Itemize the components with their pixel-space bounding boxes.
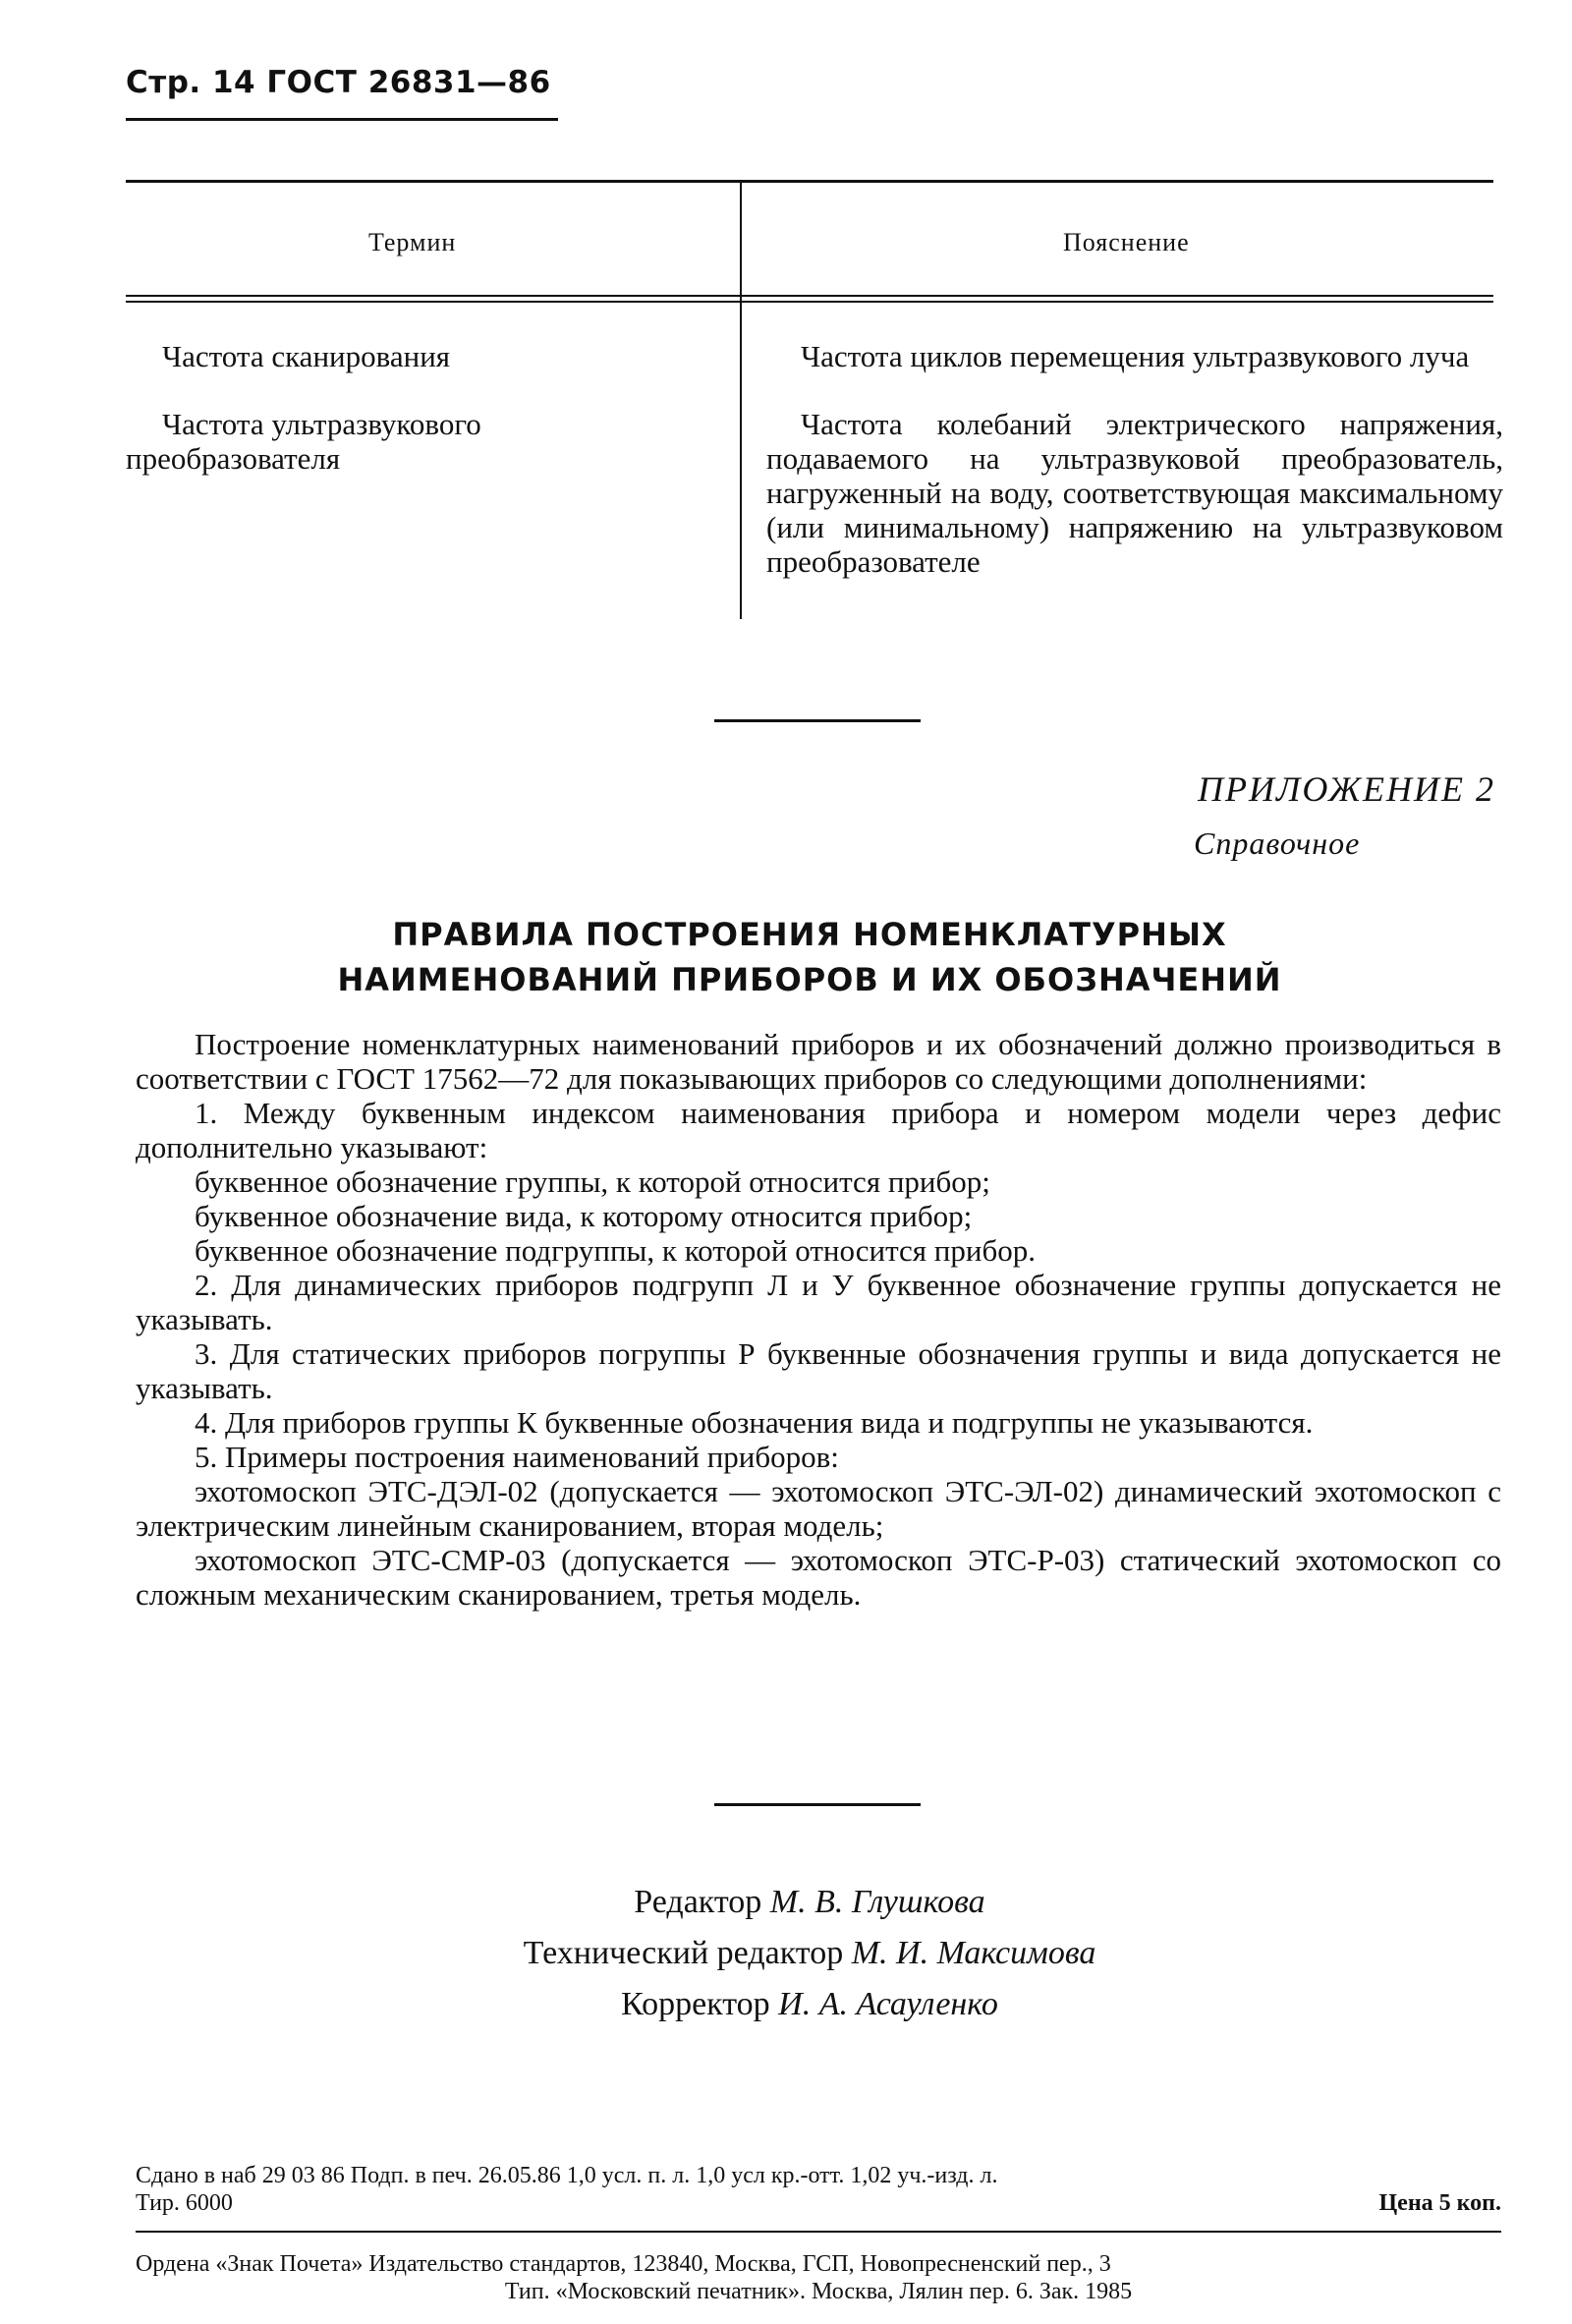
imprint-publisher: Ордена «Знак Почета» Издательство стандартов, 123840, Москва, ГСП, Новопресненский пер., 3: [136, 2251, 1111, 2277]
imprint-printer: Тип. «Московский печатник». Москва, Лялин пер. 6. Зак. 1985: [504, 2279, 1133, 2304]
paragraph-intro: Построение номенклатурных наименований приборов и их обозначений должно производиться в соответствии с ГОСТ 17562—72 для показывающих приборов со следующими дополнениями:: [136, 1027, 1501, 1096]
section-body: [136, 1027, 1501, 1612]
separator-rule: [714, 719, 921, 722]
column-divider: [740, 183, 742, 619]
paragraph-item-1c: буквенное обозначение подгруппы, к которой относится прибор.: [195, 1233, 1036, 1268]
table-row-1-term: Частота сканирования: [162, 339, 451, 373]
table-top-rule: [126, 180, 1493, 183]
column-header-term: Термин: [368, 228, 457, 256]
paragraph-item-2: 2. Для динамических приборов подгрупп Л и У буквенное обозначение группы допускается не указывать.: [136, 1268, 1501, 1336]
section-title: [126, 912, 1493, 1002]
credit-tech-editor-role: Технический редактор: [523, 1935, 844, 1971]
paragraph-item-1: 1. Между буквенным индексом наименования прибора и номером модели через дефис дополнительно указывают:: [136, 1096, 1501, 1164]
header-double-rule-bottom: [126, 301, 1493, 303]
credit-editor-role: Редактор: [634, 1884, 762, 1920]
appendix-subtitle: Справочное: [1194, 825, 1361, 861]
imprint-price: Цена 5 коп.: [1378, 2190, 1501, 2216]
paragraph-example-2: эхотомоскоп ЭТС-СМР-03 (допускается — эхотомоскоп ЭТС-Р-03) статический эхотомоскоп со сложным механическим сканированием, третья модель.: [136, 1543, 1501, 1612]
separator-rule-2: [714, 1803, 921, 1806]
credit-corrector-name: И. А. Асауленко: [778, 1986, 998, 2022]
table-row-1-explanation: Частота циклов перемещения ультразвукового луча: [801, 339, 1470, 373]
credit-editor: [126, 1877, 1493, 1928]
credit-tech-editor: [126, 1928, 1493, 1979]
credit-corrector-role: Корректор: [621, 1986, 770, 2022]
imprint-row-2: [136, 2189, 1501, 2217]
page-header: Стр. 14 ГОСТ 26831—86: [126, 65, 551, 100]
table-row-2-term: Частота ультразвукового преобразователя: [126, 407, 481, 476]
table-row-2-explanation: Частота колебаний электрического напряжения, подаваемого на ультразвуковой преобразователь, нагруженный на воду, соответствующая максимальному (или минимальному) напряжению на ультразвуковом преобразователе: [766, 407, 1503, 579]
imprint-circulation: Тир. 6000: [136, 2190, 233, 2216]
imprint-line-1: Сдано в наб 29 03 86 Подп. в печ. 26.05.86 1,0 усл. п. л. 1,0 усл кр.-отт. 1,02 уч.-изд. л.: [136, 2163, 998, 2188]
credit-editor-name: М. В. Глушкова: [769, 1884, 985, 1920]
paragraph-item-1a: буквенное обозначение группы, к которой относится прибор;: [195, 1164, 990, 1199]
credit-tech-editor-name: М. И. Максимова: [851, 1935, 1096, 1971]
paragraph-item-5: 5. Примеры построения наименований приборов:: [195, 1440, 839, 1474]
section-title-line-2: НАИМЕНОВАНИЙ ПРИБОРОВ И ИХ ОБОЗНАЧЕНИЙ: [337, 961, 1282, 998]
credit-corrector: [126, 1979, 1493, 2030]
section-title-line-1: ПРАВИЛА ПОСТРОЕНИЯ НОМЕНКЛАТУРНЫХ: [392, 916, 1227, 953]
imprint-publisher-block: [136, 2250, 1501, 2305]
column-header-explanation: Пояснение: [1063, 228, 1190, 256]
paragraph-example-1: эхотомоскоп ЭТС-ДЭЛ-02 (допускается — эхотомоскоп ЭТС-ЭЛ-02) динамический эхотомоскоп с электрическим линейным сканированием, вторая модель;: [136, 1474, 1501, 1543]
paragraph-item-3: 3. Для статических приборов погруппы Р буквенные обозначения группы и вида допускается не указывать.: [136, 1336, 1501, 1405]
imprint-rule: [136, 2231, 1501, 2233]
header-rule: [126, 118, 558, 121]
paragraph-item-4: 4. Для приборов группы К буквенные обозначения вида и подгруппы не указываются.: [195, 1405, 1314, 1440]
appendix-title: ПРИЛОЖЕНИЕ 2: [1198, 769, 1495, 809]
credits: [126, 1877, 1493, 2030]
imprint-block: [136, 2162, 1501, 2217]
paragraph-item-1b: буквенное обозначение вида, к которому относится прибор;: [195, 1199, 973, 1233]
header-double-rule-top: [126, 295, 1493, 297]
